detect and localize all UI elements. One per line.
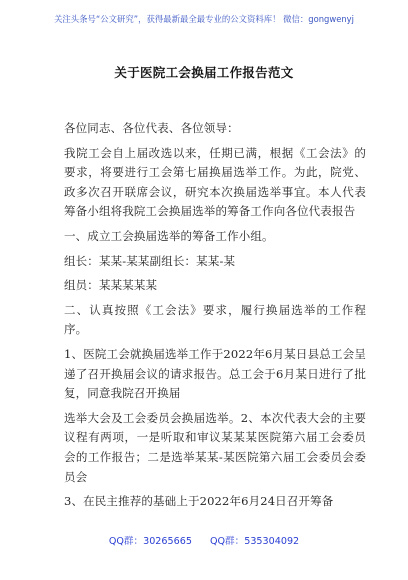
procedure-step-two-paragraph: 选举大会及工会委员会换届选举。2、本次代表大会的主要议程有两项，一是听取和审议某某某医院第六届工会委员会的工作报告；二是选举某某-某医院第六届工会委员会委员会 — [64, 410, 366, 484]
procedure-step-three-paragraph: 3、在民主推荐的基础上于2022年6月24日召开筹备 — [64, 494, 334, 509]
section-two-heading: 二、认真按照《工会法》要求，履行换届选举的工作程序。 — [64, 302, 366, 337]
footer-qq-groups — [0, 536, 408, 548]
header-promo-banner: 关注头条号“公文研究”，获得最新最全最专业的公文资料库！ 微信：gongwenyj — [54, 14, 354, 24]
document-body — [64, 119, 366, 517]
group-leader-paragraph: 组长：某某-某某副组长：某某-某 — [64, 253, 236, 268]
salutation-paragraph: 各位同志、各位代表、各位领导： — [64, 121, 239, 135]
intro-paragraph: 我院工会自上届改选以来，任期已满，根据《工会法》的要求，将要进行工会第七届换届选举工作。为此，院党、政多次召开联席会议，研究本次换届选举事宜。本人代表筹备小组将我院工会换届选举的筹备工作向各位代表报告 — [64, 145, 366, 219]
procedure-step-one-paragraph: 1、医院工会就换届选举工作于2022年6月某日县总工会呈递了召开换届会议的请求报告。总工会于6月某日进行了批复，同意我院召开换届 — [64, 346, 366, 401]
document-title: 关于医院工会换届工作报告范文 — [114, 65, 294, 80]
section-one-heading: 一、成立工会换届选举的筹备工作小组。 — [64, 228, 274, 243]
footer-qq-group-1: QQ群：30265665 — [108, 536, 192, 547]
group-members-paragraph: 组员：某某某某某 — [64, 278, 158, 293]
footer-qq-group-2: QQ群：535304092 — [209, 536, 300, 547]
